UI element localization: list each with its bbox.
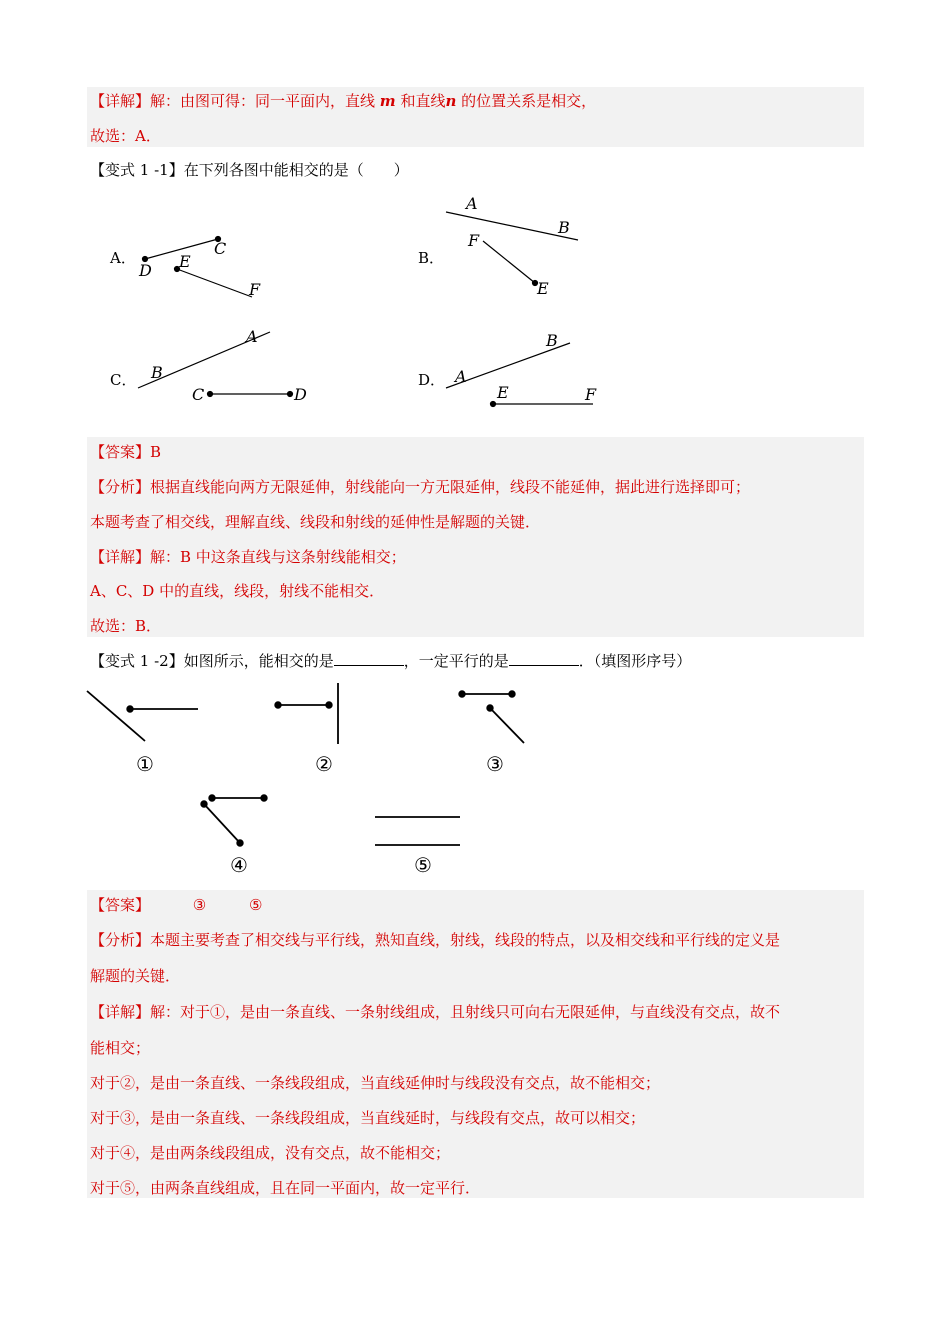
question-title: 【变式 1 -1】在下列各图中能相交的是（ ） [90, 161, 409, 179]
fig-b-point-f: F [468, 231, 480, 250]
detail-line-2: A、C、D 中的直线，线段，射线不能相交． [90, 582, 385, 600]
fig-b-point-a: A [466, 194, 478, 213]
fig-c-point-c: C [192, 385, 205, 404]
q2-title-post: ．（填图形序号） [578, 652, 692, 670]
fig-d-point-a: A [455, 367, 467, 386]
detail-line-5: 对于⑤，由两条直线组成，且在同一平面内，故一定平行． [90, 1179, 481, 1197]
var-m: m [379, 92, 396, 110]
fig-c-point-b: B [151, 363, 163, 382]
figure-2 [275, 683, 338, 744]
analysis-line: 【分析】根据直线能向两方无限延伸，射线能向一方无限延伸，线段不能延伸，据此进行选择即可； [90, 478, 751, 496]
fig-a-point-d: D [139, 261, 152, 280]
option-b-label: B． [418, 249, 445, 267]
fig-a-point-c: C [214, 239, 227, 258]
detail-line-1: 【详解】解：B 中这条直线与这条射线能相交； [90, 548, 406, 566]
detail-line-3: 故选：B． [90, 617, 162, 635]
detail-line-4: 对于④，是由两条线段组成，没有交点，故不能相交； [90, 1144, 451, 1162]
answer-value-2: ⑤ [249, 896, 263, 914]
fig-a-point-f: F [249, 280, 261, 299]
option-a-label: A． [110, 249, 136, 267]
analysis-line: 【分析】本题主要考查了相交线与平行线，熟知直线，射线，线段的特点，以及相交线和平行线的定义是 [90, 931, 781, 949]
figure-3 [459, 691, 524, 743]
figure-label-1: ① [136, 752, 154, 776]
detail-line-1: 【详解】解：对于①，是由一条直线、一条射线组成，且射线只可向右无限延伸，与直线没有交点，故不 [90, 1003, 781, 1021]
answer-line-2 [90, 895, 262, 915]
detail-line-2: 对于②，是由一条直线、一条线段组成，当直线延伸时与线段没有交点，故不能相交； [90, 1074, 661, 1092]
answer-line: 【答案】B [90, 443, 162, 461]
figure-5 [375, 817, 460, 845]
fig-d-point-f: F [585, 385, 597, 404]
detail-line-3: 对于③，是由一条直线、一条线段组成，当直线延时，与线段有交点，故可以相交； [90, 1109, 646, 1127]
fig-b-point-e: E [537, 279, 549, 298]
analysis-line-2: 解题的关键． [90, 967, 181, 985]
fig-b-point-b: B [558, 218, 570, 237]
answer-label: 【答案】 [90, 896, 151, 914]
detail-text-post: 的位置关系是相交， [456, 92, 597, 110]
q2-title-mid: ，一定平行的是 [403, 652, 509, 670]
fig-a-point-e: E [179, 252, 191, 271]
detail-line-1b: 能相交； [90, 1039, 151, 1057]
figure-label-3: ③ [486, 752, 504, 776]
figure-label-2: ② [315, 752, 333, 776]
answer-value-1: ③ [192, 896, 207, 914]
detail-text-mid: 和直线 [400, 92, 446, 110]
choice-line: 故选：A． [90, 127, 161, 145]
var-n: n [445, 92, 457, 110]
option-d-label: D． [418, 371, 446, 389]
option-c-label: C． [110, 371, 137, 389]
figure-1 [87, 691, 198, 741]
figure-label-4: ④ [230, 853, 248, 877]
analysis-line-2: 本题考查了相交线，理解直线、线段和射线的延伸性是解题的关键． [90, 513, 541, 531]
fig-d-point-e: E [497, 383, 509, 402]
q2-title-pre: 【变式 1 -2】如图所示，能相交的是 [90, 652, 334, 670]
figure-4 [201, 795, 267, 846]
fig-c-point-a: A [246, 327, 258, 346]
fig-d-point-b: B [546, 331, 558, 350]
detail-text: 【详解】解：由图可得：同一平面内，直线 [90, 92, 380, 110]
fig-c-point-d: D [294, 385, 307, 404]
figure-label-5: ⑤ [414, 853, 432, 877]
